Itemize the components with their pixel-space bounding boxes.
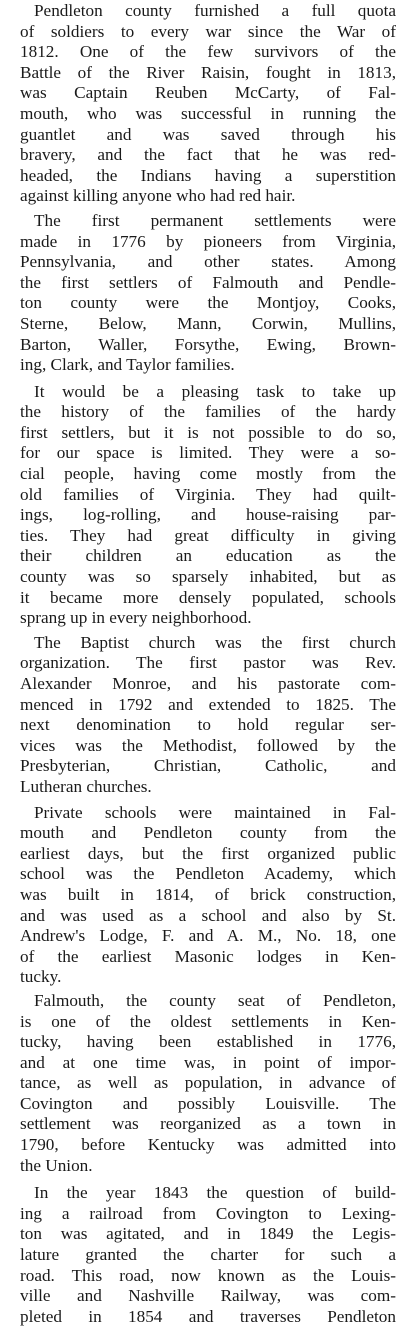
text-line: The first permanent settlements were [34,210,396,230]
text-line: next denomination to hold regular ser- [20,715,396,735]
text-line: their children an education as the [20,546,396,566]
text-line: ton was agitated, and in 1849 the Legis- [20,1224,396,1244]
document-page [0,1,400,1326]
text-line: In the year 1843 the question of build- [34,1183,396,1203]
text-line: was built in 1814, of brick construction, [20,884,396,904]
text-line: Battle of the River Raisin, fought in 1813, [20,62,396,82]
text-line: ville and Nashville Railway, was com- [20,1286,396,1306]
text-line: It would be a pleasing task to take up [34,381,396,401]
text-line: settlement was reorganized as a town in [20,1114,396,1134]
text-line: Sterne, Below, Mann, Corwin, Mullins, [20,313,396,333]
paragraph-falmouth [20,991,396,1176]
text-line: tance, as well as population, in advance of [20,1073,396,1093]
paragraph-churches [20,633,396,798]
text-line: lature granted the charter for such a [20,1245,396,1265]
text-line: school was the Pendleton Academy, which [20,864,396,884]
text-line: organization. The first pastor was Rev. [20,653,396,673]
text-line: old families of Virginia. They had quilt- [20,484,396,504]
paragraph-settler-families [20,382,396,629]
text-line: Covington and possibly Louisville. The [20,1093,396,1113]
text-line: earliest days, but the first organized public [20,843,396,863]
paragraph-war-history [20,1,396,207]
text-line: for our space is limited. They were a so- [20,443,396,463]
text-line: was Captain Reuben McCarty, of Fal- [20,83,396,103]
text-line: Pennsylvania, and other states. Among [20,252,396,272]
text-line: The Baptist church was the first church [34,632,396,652]
text-line: menced in 1792 and extended to 1825. The [20,694,396,714]
text-line: Presbyterian, Christian, Catholic, and [20,756,396,776]
text-line: Lutheran churches. [20,776,152,796]
text-line: Falmouth, the county seat of Pendleton, [34,990,396,1010]
text-line: county was so sparsely inhabited, but as [20,567,396,587]
text-line: Andrew's Lodge, F. and A. M., No. 18, one [20,926,396,946]
text-line: mouth, who was successful in running the [20,103,396,123]
text-line: ings, log-rolling, and house-raising par- [20,505,396,525]
text-line: first settlers, but it is not possible to do so, [20,422,396,442]
text-line: Pendleton county furnished a full quota [34,1,396,20]
paragraph-schools [20,803,396,988]
text-line: ties. They had great difficulty in giving [20,525,396,545]
text-line: ton county were the Montjoy, Cooks, [20,293,396,313]
text-line: the history of the families of the hardy [20,402,396,422]
text-line: vices was the Methodist, followed by the [20,735,396,755]
text-line: it became more densely populated, schools [20,587,396,607]
text-line: guantlet and was saved through his [20,124,396,144]
text-line: tucky, having been established in 1776, [20,1032,396,1052]
text-line: 1790, before Kentucky was admitted into [20,1135,396,1155]
text-line: tucky. [20,967,62,987]
text-line: Barton, Waller, Forsythe, Ewing, Brown- [20,334,396,354]
text-line: of soldiers to every war since the War of [20,21,396,41]
text-line: and was used as a school and also by St. [20,905,396,925]
text-line: against killing anyone who had red hair. [20,186,296,206]
text-line: mouth and Pendleton county from the [20,823,396,843]
text-line: ing a railroad from Covington to Lexing- [20,1203,396,1223]
text-line: 1812. One of the few survivors of the [20,42,396,62]
text-line: sprang up in every neighborhood. [20,608,252,628]
text-line: and at one time was, in point of impor- [20,1052,396,1072]
paragraph-railroad [20,1183,396,1327]
text-line: bravery, and the fact that he was red- [20,145,396,165]
text-line: the Union. [20,1155,93,1175]
paragraph-first-settlements [20,211,396,376]
text-line: pleted in 1854 and traverses Pendleton [20,1306,396,1326]
text-line: road. This road, now known as the Louis- [20,1265,396,1285]
text-line: is one of the oldest settlements in Ken- [20,1011,396,1031]
text-line: the first settlers of Falmouth and Pendle- [20,272,396,292]
text-line: Private schools were maintained in Fal- [34,802,396,822]
text-line: made in 1776 by pioneers from Virginia, [20,231,396,251]
text-line: headed, the Indians having a superstition [20,165,396,185]
text-line: cial people, having come mostly from the [20,464,396,484]
text-line: Alexander Monroe, and his pastorate com- [20,674,396,693]
text-line: ing, Clark, and Taylor families. [20,355,235,375]
text-line: of the earliest Masonic lodges in Ken- [20,946,396,966]
